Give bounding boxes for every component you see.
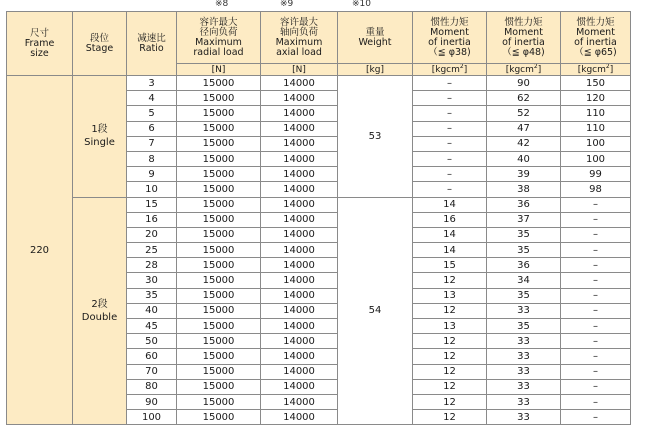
inertia-48-cell: 40 bbox=[487, 151, 561, 166]
inertia-38-cell: – bbox=[413, 106, 487, 121]
axial-load-cell: 14000 bbox=[261, 303, 338, 318]
radial-load-cell: 15000 bbox=[177, 197, 261, 212]
inertia-38-cell: 16 bbox=[413, 212, 487, 227]
radial-load-cell: 15000 bbox=[177, 182, 261, 197]
unit-inertia-48: [kgcm$^2$] bbox=[487, 64, 561, 76]
radial-load-cell: 15000 bbox=[177, 151, 261, 166]
inertia-65-cell: – bbox=[561, 273, 631, 288]
header-inertia-38: 惯性力矩 Moment of inertia （≦ φ38) bbox=[413, 12, 487, 64]
radial-load-cell: 15000 bbox=[177, 364, 261, 379]
inertia-38-cell: 15 bbox=[413, 258, 487, 273]
inertia-48-cell: 52 bbox=[487, 106, 561, 121]
ratio-cell: 70 bbox=[127, 364, 177, 379]
inertia-65-cell: – bbox=[561, 319, 631, 334]
inertia-65-cell: 110 bbox=[561, 106, 631, 121]
radial-load-cell: 15000 bbox=[177, 379, 261, 394]
inertia-48-cell: 39 bbox=[487, 167, 561, 182]
ratio-cell: 3 bbox=[127, 76, 177, 91]
inertia-48-cell: 38 bbox=[487, 182, 561, 197]
inertia-48-cell: 42 bbox=[487, 136, 561, 151]
inertia-38-cell: – bbox=[413, 121, 487, 136]
inertia-48-cell: 33 bbox=[487, 379, 561, 394]
frame-size-cell: 220 bbox=[7, 76, 73, 425]
inertia-48-cell: 36 bbox=[487, 258, 561, 273]
axial-load-cell: 14000 bbox=[261, 319, 338, 334]
inertia-38-cell: – bbox=[413, 151, 487, 166]
ratio-cell: 60 bbox=[127, 349, 177, 364]
inertia-65-cell: – bbox=[561, 349, 631, 364]
inertia-48-cell: 33 bbox=[487, 334, 561, 349]
axial-load-cell: 14000 bbox=[261, 136, 338, 151]
inertia-38-cell: 12 bbox=[413, 379, 487, 394]
axial-load-cell: 14000 bbox=[261, 394, 338, 409]
inertia-38-cell: 13 bbox=[413, 288, 487, 303]
ratio-cell: 45 bbox=[127, 319, 177, 334]
header-inertia-48: 惯性力矩 Moment of inertia （≦ φ48) bbox=[487, 12, 561, 64]
inertia-48-cell: 36 bbox=[487, 197, 561, 212]
inertia-38-cell: 12 bbox=[413, 364, 487, 379]
ratio-cell: 16 bbox=[127, 212, 177, 227]
inertia-65-cell: – bbox=[561, 243, 631, 258]
unit-axial: [N] bbox=[261, 64, 338, 76]
header-weight: 重量 Weight bbox=[338, 12, 413, 64]
ratio-cell: 100 bbox=[127, 410, 177, 425]
weight-cell: 54 bbox=[338, 197, 413, 425]
inertia-65-cell: 100 bbox=[561, 151, 631, 166]
unit-inertia-38: [kgcm$^2$] bbox=[413, 64, 487, 76]
radial-load-cell: 15000 bbox=[177, 303, 261, 318]
ratio-cell: 6 bbox=[127, 121, 177, 136]
radial-load-cell: 15000 bbox=[177, 319, 261, 334]
inertia-38-cell: 12 bbox=[413, 303, 487, 318]
axial-load-cell: 14000 bbox=[261, 151, 338, 166]
inertia-65-cell: – bbox=[561, 379, 631, 394]
inertia-48-cell: 33 bbox=[487, 394, 561, 409]
inertia-48-cell: 62 bbox=[487, 91, 561, 106]
ratio-cell: 10 bbox=[127, 182, 177, 197]
inertia-38-cell: – bbox=[413, 182, 487, 197]
inertia-48-cell: 34 bbox=[487, 273, 561, 288]
ratio-cell: 25 bbox=[127, 243, 177, 258]
inertia-65-cell: 99 bbox=[561, 167, 631, 182]
inertia-65-cell: 98 bbox=[561, 182, 631, 197]
axial-load-cell: 14000 bbox=[261, 197, 338, 212]
inertia-38-cell: 12 bbox=[413, 349, 487, 364]
axial-load-cell: 14000 bbox=[261, 212, 338, 227]
inertia-65-cell: – bbox=[561, 410, 631, 425]
axial-load-cell: 14000 bbox=[261, 364, 338, 379]
inertia-48-cell: 33 bbox=[487, 364, 561, 379]
axial-load-cell: 14000 bbox=[261, 349, 338, 364]
note-radial: ※8 bbox=[215, 0, 229, 9]
axial-load-cell: 14000 bbox=[261, 243, 338, 258]
inertia-38-cell: – bbox=[413, 91, 487, 106]
table-row bbox=[7, 197, 631, 212]
inertia-65-cell: 120 bbox=[561, 91, 631, 106]
unit-radial: [N] bbox=[177, 64, 261, 76]
axial-load-cell: 14000 bbox=[261, 258, 338, 273]
radial-load-cell: 15000 bbox=[177, 258, 261, 273]
inertia-48-cell: 35 bbox=[487, 243, 561, 258]
table-body bbox=[7, 76, 631, 425]
radial-load-cell: 15000 bbox=[177, 91, 261, 106]
inertia-65-cell: – bbox=[561, 288, 631, 303]
ratio-cell: 15 bbox=[127, 197, 177, 212]
radial-load-cell: 15000 bbox=[177, 288, 261, 303]
inertia-65-cell: – bbox=[561, 364, 631, 379]
radial-load-cell: 15000 bbox=[177, 349, 261, 364]
inertia-38-cell: 12 bbox=[413, 273, 487, 288]
ratio-cell: 28 bbox=[127, 258, 177, 273]
axial-load-cell: 14000 bbox=[261, 227, 338, 242]
radial-load-cell: 15000 bbox=[177, 167, 261, 182]
radial-load-cell: 15000 bbox=[177, 273, 261, 288]
axial-load-cell: 14000 bbox=[261, 121, 338, 136]
unit-weight: [kg] bbox=[338, 64, 413, 76]
radial-load-cell: 15000 bbox=[177, 243, 261, 258]
ratio-cell: 9 bbox=[127, 167, 177, 182]
header-stage: 段位 Stage bbox=[73, 12, 127, 76]
header-radial-load: 容许最大 径向负荷 Maximum radial load bbox=[177, 12, 261, 64]
ratio-cell: 20 bbox=[127, 227, 177, 242]
inertia-65-cell: – bbox=[561, 334, 631, 349]
ratio-cell: 90 bbox=[127, 394, 177, 409]
inertia-65-cell: – bbox=[561, 394, 631, 409]
inertia-38-cell: 14 bbox=[413, 243, 487, 258]
radial-load-cell: 15000 bbox=[177, 121, 261, 136]
inertia-38-cell: – bbox=[413, 136, 487, 151]
radial-load-cell: 15000 bbox=[177, 394, 261, 409]
inertia-65-cell: – bbox=[561, 212, 631, 227]
inertia-48-cell: 90 bbox=[487, 76, 561, 91]
radial-load-cell: 15000 bbox=[177, 227, 261, 242]
ratio-cell: 4 bbox=[127, 91, 177, 106]
inertia-65-cell: 150 bbox=[561, 76, 631, 91]
ratio-cell: 30 bbox=[127, 273, 177, 288]
inertia-65-cell: – bbox=[561, 303, 631, 318]
axial-load-cell: 14000 bbox=[261, 167, 338, 182]
axial-load-cell: 14000 bbox=[261, 182, 338, 197]
radial-load-cell: 15000 bbox=[177, 76, 261, 91]
inertia-65-cell: – bbox=[561, 197, 631, 212]
axial-load-cell: 14000 bbox=[261, 106, 338, 121]
radial-load-cell: 15000 bbox=[177, 106, 261, 121]
header-ratio: 减速比 Ratio bbox=[127, 12, 177, 76]
inertia-48-cell: 33 bbox=[487, 410, 561, 425]
specification-table bbox=[6, 11, 631, 425]
inertia-48-cell: 37 bbox=[487, 212, 561, 227]
header-frame-size: 尺寸 Frame size bbox=[7, 12, 73, 76]
inertia-38-cell: 12 bbox=[413, 334, 487, 349]
inertia-65-cell: 100 bbox=[561, 136, 631, 151]
ratio-cell: 80 bbox=[127, 379, 177, 394]
ratio-cell: 5 bbox=[127, 106, 177, 121]
radial-load-cell: 15000 bbox=[177, 410, 261, 425]
inertia-65-cell: – bbox=[561, 258, 631, 273]
ratio-cell: 7 bbox=[127, 136, 177, 151]
axial-load-cell: 14000 bbox=[261, 410, 338, 425]
footnote-markers bbox=[0, 0, 652, 11]
header-axial-load: 容许最大 轴向负荷 Maximum axial load bbox=[261, 12, 338, 64]
table-row bbox=[7, 76, 631, 91]
axial-load-cell: 14000 bbox=[261, 91, 338, 106]
inertia-48-cell: 35 bbox=[487, 319, 561, 334]
radial-load-cell: 15000 bbox=[177, 136, 261, 151]
inertia-38-cell: 14 bbox=[413, 197, 487, 212]
stage-cell: 1段 Single bbox=[73, 76, 127, 198]
ratio-cell: 50 bbox=[127, 334, 177, 349]
radial-load-cell: 15000 bbox=[177, 212, 261, 227]
inertia-48-cell: 35 bbox=[487, 288, 561, 303]
axial-load-cell: 14000 bbox=[261, 379, 338, 394]
inertia-48-cell: 47 bbox=[487, 121, 561, 136]
inertia-38-cell: – bbox=[413, 167, 487, 182]
note-weight: ※10 bbox=[352, 0, 371, 9]
ratio-cell: 8 bbox=[127, 151, 177, 166]
inertia-65-cell: – bbox=[561, 227, 631, 242]
ratio-cell: 35 bbox=[127, 288, 177, 303]
axial-load-cell: 14000 bbox=[261, 288, 338, 303]
inertia-48-cell: 33 bbox=[487, 303, 561, 318]
inertia-38-cell: 12 bbox=[413, 394, 487, 409]
stage-cell: 2段 Double bbox=[73, 197, 127, 425]
inertia-48-cell: 33 bbox=[487, 349, 561, 364]
inertia-38-cell: – bbox=[413, 76, 487, 91]
inertia-38-cell: 14 bbox=[413, 227, 487, 242]
header-inertia-65: 惯性力矩 Moment of inertia （≦ φ65) bbox=[561, 12, 631, 64]
note-axial: ※9 bbox=[280, 0, 294, 9]
axial-load-cell: 14000 bbox=[261, 334, 338, 349]
axial-load-cell: 14000 bbox=[261, 273, 338, 288]
inertia-65-cell: 110 bbox=[561, 121, 631, 136]
inertia-38-cell: 12 bbox=[413, 410, 487, 425]
unit-inertia-65: [kgcm$^2$] bbox=[561, 64, 631, 76]
weight-cell: 53 bbox=[338, 76, 413, 198]
inertia-48-cell: 35 bbox=[487, 227, 561, 242]
inertia-38-cell: 13 bbox=[413, 319, 487, 334]
header-row bbox=[7, 12, 631, 64]
radial-load-cell: 15000 bbox=[177, 334, 261, 349]
ratio-cell: 40 bbox=[127, 303, 177, 318]
axial-load-cell: 14000 bbox=[261, 76, 338, 91]
